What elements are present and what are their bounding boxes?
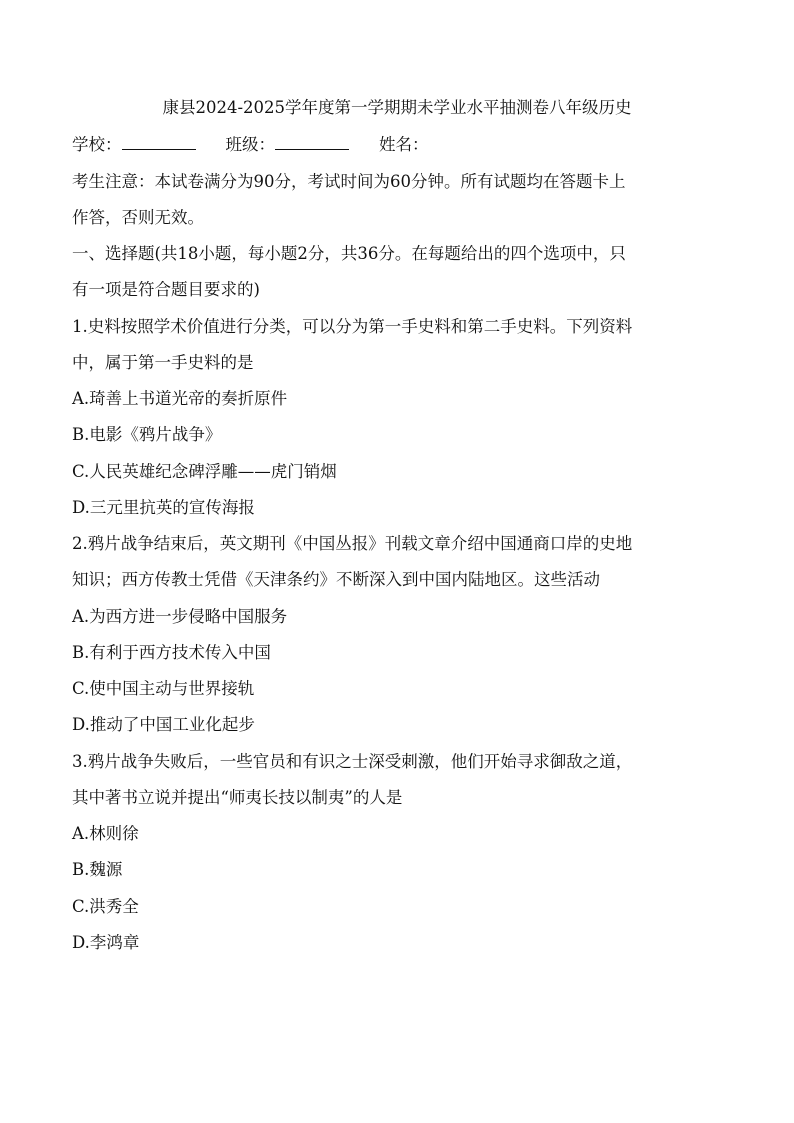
section-heading-line-1: 一、选择题(共18小题，每小题2分，共36分。在每题给出的四个选项中，只 bbox=[72, 244, 626, 263]
question-1-stem-line-1: 1.史料按照学术价值进行分类，可以分为第一手史料和第二手史料。下列资料 bbox=[72, 317, 633, 336]
question-3-option-c: C.洪秀全 bbox=[72, 897, 139, 916]
question-1-option-d: D.三元里抗英的宣传海报 bbox=[72, 498, 255, 517]
question-1-option-b: B.电影《鸦片战争》 bbox=[72, 425, 222, 444]
question-2-option-a: A.为西方进一步侵略中国服务 bbox=[72, 607, 288, 626]
question-2-option-b: B.有利于西方技术传入中国 bbox=[72, 643, 271, 662]
question-3-stem-line-2: 其中著书立说并提出“师夷长技以制夷”的人是 bbox=[72, 788, 403, 807]
question-3-option-d: D.李鸿章 bbox=[72, 933, 140, 952]
question-2-option-d: D.推动了中国工业化起步 bbox=[72, 715, 255, 734]
question-3-option-a: A.林则徐 bbox=[72, 824, 139, 843]
notice-line-1: 考生注意：本试卷满分为90分，考试时间为60分钟。所有试题均在答题卡上 bbox=[72, 172, 626, 191]
question-2-stem-line-1: 2.鸦片战争结束后，英文期刊《中国丛报》刊载文章介绍中国通商口岸的史地 bbox=[72, 534, 633, 553]
section-heading-line-2: 有一项是符合题目要求的) bbox=[72, 280, 260, 299]
question-2-stem-line-2: 知识；西方传教士凭借《天津条约》不断深入到中国内陆地区。这些活动 bbox=[72, 570, 600, 589]
exam-title: 康县2024-2025学年度第一学期期未学业水平抽测卷八年级历史 bbox=[162, 98, 632, 117]
question-3-stem-line-1: 3.鸦片战争失败后，一些官员和有识之士深受刺激，他们开始寻求御敌之道， bbox=[72, 752, 633, 771]
question-2-option-c: C.使中国主动与世界接轨 bbox=[72, 679, 255, 698]
question-1-stem-line-2: 中，属于第一手史料的是 bbox=[72, 353, 254, 372]
class-label: 班级： bbox=[225, 135, 275, 154]
name-label: 姓名： bbox=[379, 135, 429, 154]
class-blank[interactable] bbox=[275, 135, 349, 150]
question-3-option-b: B.魏源 bbox=[72, 860, 123, 879]
notice-line-2: 作答，否则无效。 bbox=[72, 208, 204, 227]
school-label: 学校： bbox=[72, 135, 122, 154]
school-blank[interactable] bbox=[122, 135, 196, 150]
question-1-option-a: A.琦善上书道光帝的奏折原件 bbox=[72, 389, 288, 408]
student-info-row bbox=[72, 135, 429, 155]
question-1-option-c: C.人民英雄纪念碑浮雕——虎门销烟 bbox=[72, 462, 337, 481]
